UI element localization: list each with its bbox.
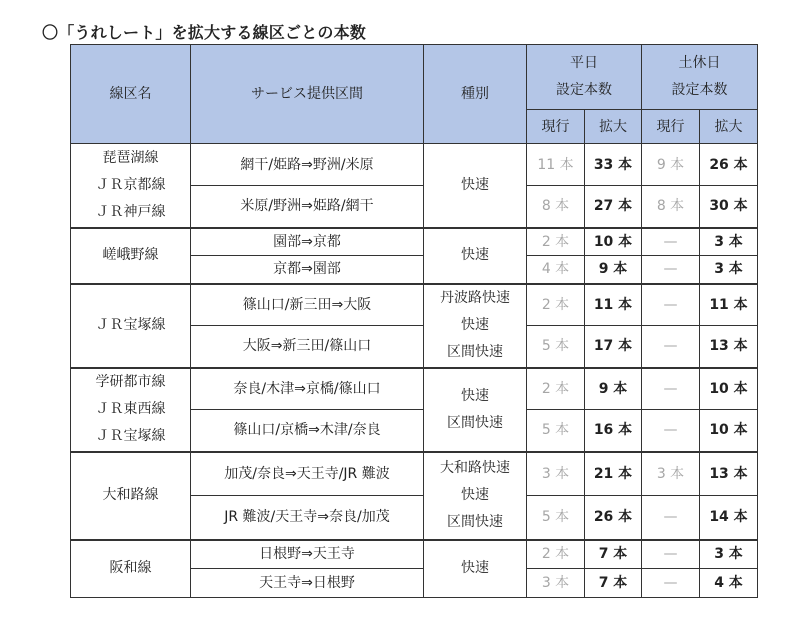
holiday-expand-cell: 3 本 [700,256,758,284]
type-cell: 快速 [424,144,527,228]
weekday-expand-cell: 11 本 [585,284,642,326]
header-type: 種別 [424,45,527,144]
header-holiday-expand: 拡大 [700,110,758,144]
section-cell: 奈良/木津⇒京橋/篠山口 [191,368,424,410]
header-holiday: 土休日 設定本数 [642,45,758,110]
line-name-cell: 学研都市線 ＪＲ東西線 ＪＲ宝塚線 [71,368,191,452]
weekday-current-cell: 8 本 [527,186,585,228]
line-name-cell: ＪＲ宝塚線 [71,284,191,368]
section-cell: 網干/姫路⇒野洲/米原 [191,144,424,186]
weekday-expand-cell: 10 本 [585,228,642,256]
holiday-current-cell: — [642,540,700,569]
holiday-current-cell: 9 本 [642,144,700,186]
holiday-current-cell: — [642,410,700,452]
weekday-expand-cell: 7 本 [585,569,642,598]
holiday-current-cell: — [642,326,700,368]
weekday-current-cell: 5 本 [527,410,585,452]
section-cell: 米原/野洲⇒姫路/網干 [191,186,424,228]
holiday-expand-cell: 10 本 [700,410,758,452]
holiday-expand-cell: 26 本 [700,144,758,186]
weekday-expand-cell: 16 本 [585,410,642,452]
holiday-expand-cell: 3 本 [700,228,758,256]
weekday-expand-cell: 26 本 [585,496,642,540]
table-row [71,284,758,326]
holiday-expand-cell: 14 本 [700,496,758,540]
section-cell: 天王寺⇒日根野 [191,569,424,598]
weekday-current-cell: 3 本 [527,569,585,598]
weekday-expand-cell: 21 本 [585,452,642,496]
service-table [70,44,758,598]
table-row [71,452,758,496]
holiday-current-cell: 8 本 [642,186,700,228]
weekday-current-cell: 5 本 [527,326,585,368]
weekday-expand-cell: 9 本 [585,256,642,284]
weekday-expand-cell: 7 本 [585,540,642,569]
weekday-current-cell: 2 本 [527,228,585,256]
table-body [71,144,758,598]
holiday-current-cell: — [642,496,700,540]
holiday-current-cell: — [642,284,700,326]
holiday-current-cell: 3 本 [642,452,700,496]
type-cell: 大和路快速 快速 区間快速 [424,452,527,540]
holiday-expand-cell: 3 本 [700,540,758,569]
holiday-current-cell: — [642,368,700,410]
header-weekday: 平日 設定本数 [527,45,642,110]
type-cell: 快速 [424,228,527,284]
holiday-expand-cell: 11 本 [700,284,758,326]
weekday-current-cell: 4 本 [527,256,585,284]
line-name-cell: 大和路線 [71,452,191,540]
holiday-expand-cell: 30 本 [700,186,758,228]
holiday-expand-cell: 4 本 [700,569,758,598]
weekday-current-cell: 2 本 [527,368,585,410]
weekday-current-cell: 5 本 [527,496,585,540]
type-cell: 快速 区間快速 [424,368,527,452]
weekday-current-cell: 11 本 [527,144,585,186]
holiday-expand-cell: 13 本 [700,326,758,368]
holiday-current-cell: — [642,228,700,256]
table-row [71,228,758,256]
section-cell: 加茂/奈良⇒天王寺/JR 難波 [191,452,424,496]
weekday-expand-cell: 17 本 [585,326,642,368]
section-cell: 大阪⇒新三田/篠山口 [191,326,424,368]
weekday-expand-cell: 27 本 [585,186,642,228]
line-name-cell: 嵯峨野線 [71,228,191,284]
weekday-expand-cell: 9 本 [585,368,642,410]
header-section: サービス提供区間 [191,45,424,144]
line-name-cell: 琵琶湖線 ＪＲ京都線 ＪＲ神戸線 [71,144,191,228]
type-cell: 快速 [424,540,527,598]
table-row [71,540,758,569]
weekday-current-cell: 2 本 [527,284,585,326]
table-row [71,368,758,410]
type-cell: 丹波路快速 快速 区間快速 [424,284,527,368]
section-cell: JR 難波/天王寺⇒奈良/加茂 [191,496,424,540]
weekday-current-cell: 3 本 [527,452,585,496]
section-cell: 篠山口/京橋⇒木津/奈良 [191,410,424,452]
holiday-expand-cell: 10 本 [700,368,758,410]
table-row [71,144,758,186]
holiday-current-cell: — [642,256,700,284]
page-title: 〇「うれしート」を拡大する線区ごとの本数 [42,23,367,42]
section-cell: 篠山口/新三田⇒大阪 [191,284,424,326]
section-cell: 京都⇒園部 [191,256,424,284]
holiday-current-cell: — [642,569,700,598]
header-line: 線区名 [71,45,191,144]
weekday-expand-cell: 33 本 [585,144,642,186]
section-cell: 園部⇒京都 [191,228,424,256]
section-cell: 日根野⇒天王寺 [191,540,424,569]
weekday-current-cell: 2 本 [527,540,585,569]
header-holiday-current: 現行 [642,110,700,144]
header-weekday-current: 現行 [527,110,585,144]
header-weekday-expand: 拡大 [585,110,642,144]
line-name-cell: 阪和線 [71,540,191,598]
holiday-expand-cell: 13 本 [700,452,758,496]
